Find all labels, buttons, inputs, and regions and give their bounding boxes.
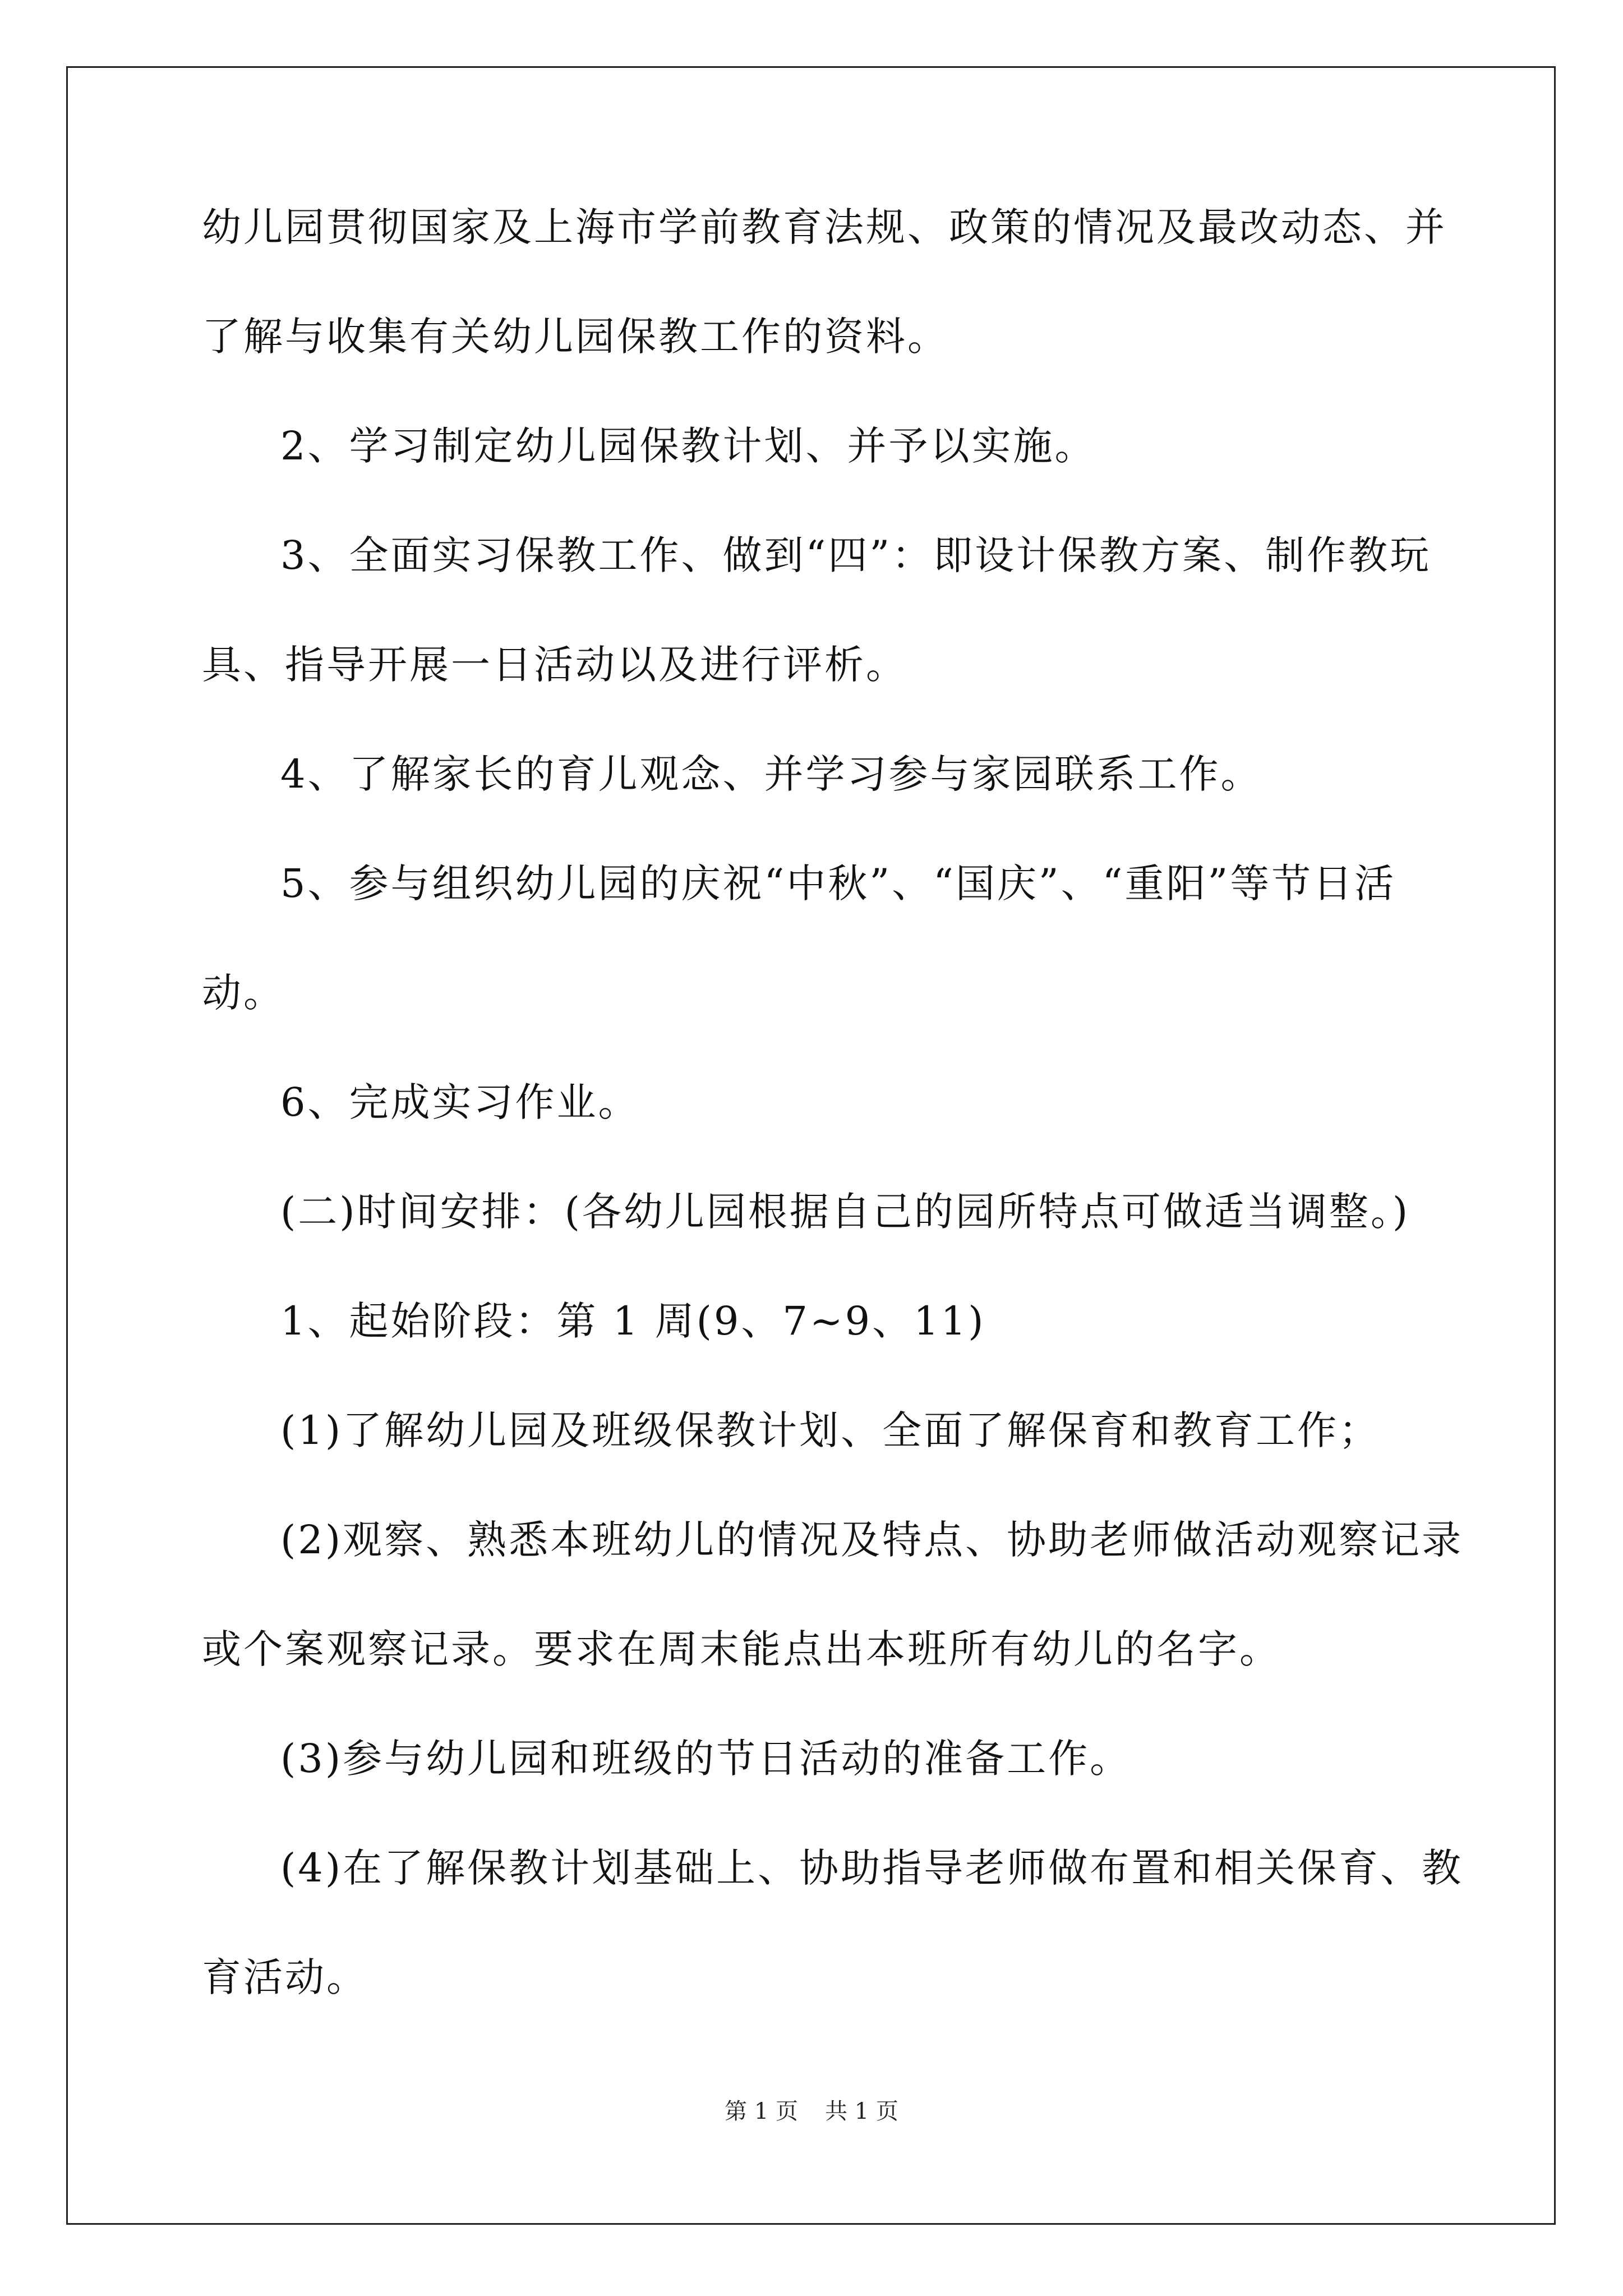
text-line: 6、完成实习作业。: [280, 1079, 640, 1125]
text-line: 动。: [202, 970, 285, 1016]
text-line: (二)时间安排：(各幼儿园根据自己的园所特点可做适当调整。): [280, 1189, 1410, 1235]
document-body: [202, 202, 1464, 2062]
text-line: 5、参与组织幼儿园的庆祝“中秋”、“国庆”、“重阳”等节日活: [280, 861, 1396, 907]
text-line: (1)了解幼儿园及班级保教计划、全面了解保育和教育工作；: [280, 1407, 1381, 1453]
text-line: 2、学习制定幼儿园保教计划、并予以实施。: [280, 423, 1096, 469]
page-footer: [0, 2096, 1623, 2127]
text-line: 1、起始阶段：第 1 周(9、7~9、11): [280, 1298, 986, 1344]
text-line: 幼儿园贯彻国家及上海市学前教育法规、政策的情况及最改动态、并: [202, 204, 1447, 250]
text-line: 了解与收集有关幼儿园保教工作的资料。: [202, 314, 949, 360]
text-line: 具、指导开展一日活动以及进行评析。: [202, 642, 907, 688]
text-line: (2)观察、熟悉本班幼儿的情况及特点、协助老师做活动观察记录: [280, 1517, 1464, 1563]
text-line: 育活动。: [202, 1954, 368, 2000]
page-number: 第 1 页: [725, 2099, 798, 2124]
text-line: 4、了解家长的育儿观念、并学习参与家园联系工作。: [280, 751, 1262, 797]
text-line: (3)参与幼儿园和班级的节日活动的准备工作。: [280, 1736, 1132, 1782]
text-line: 或个案观察记录。要求在周末能点出本班所有幼儿的名字。: [202, 1626, 1281, 1672]
text-line: 3、全面实习保教工作、做到“四”：即设计保教方案、制作教玩: [280, 532, 1432, 578]
text-line: (4)在了解保教计划基础上、协助指导老师做布置和相关保育、教: [280, 1845, 1464, 1891]
page-total: 共 1 页: [825, 2099, 898, 2124]
